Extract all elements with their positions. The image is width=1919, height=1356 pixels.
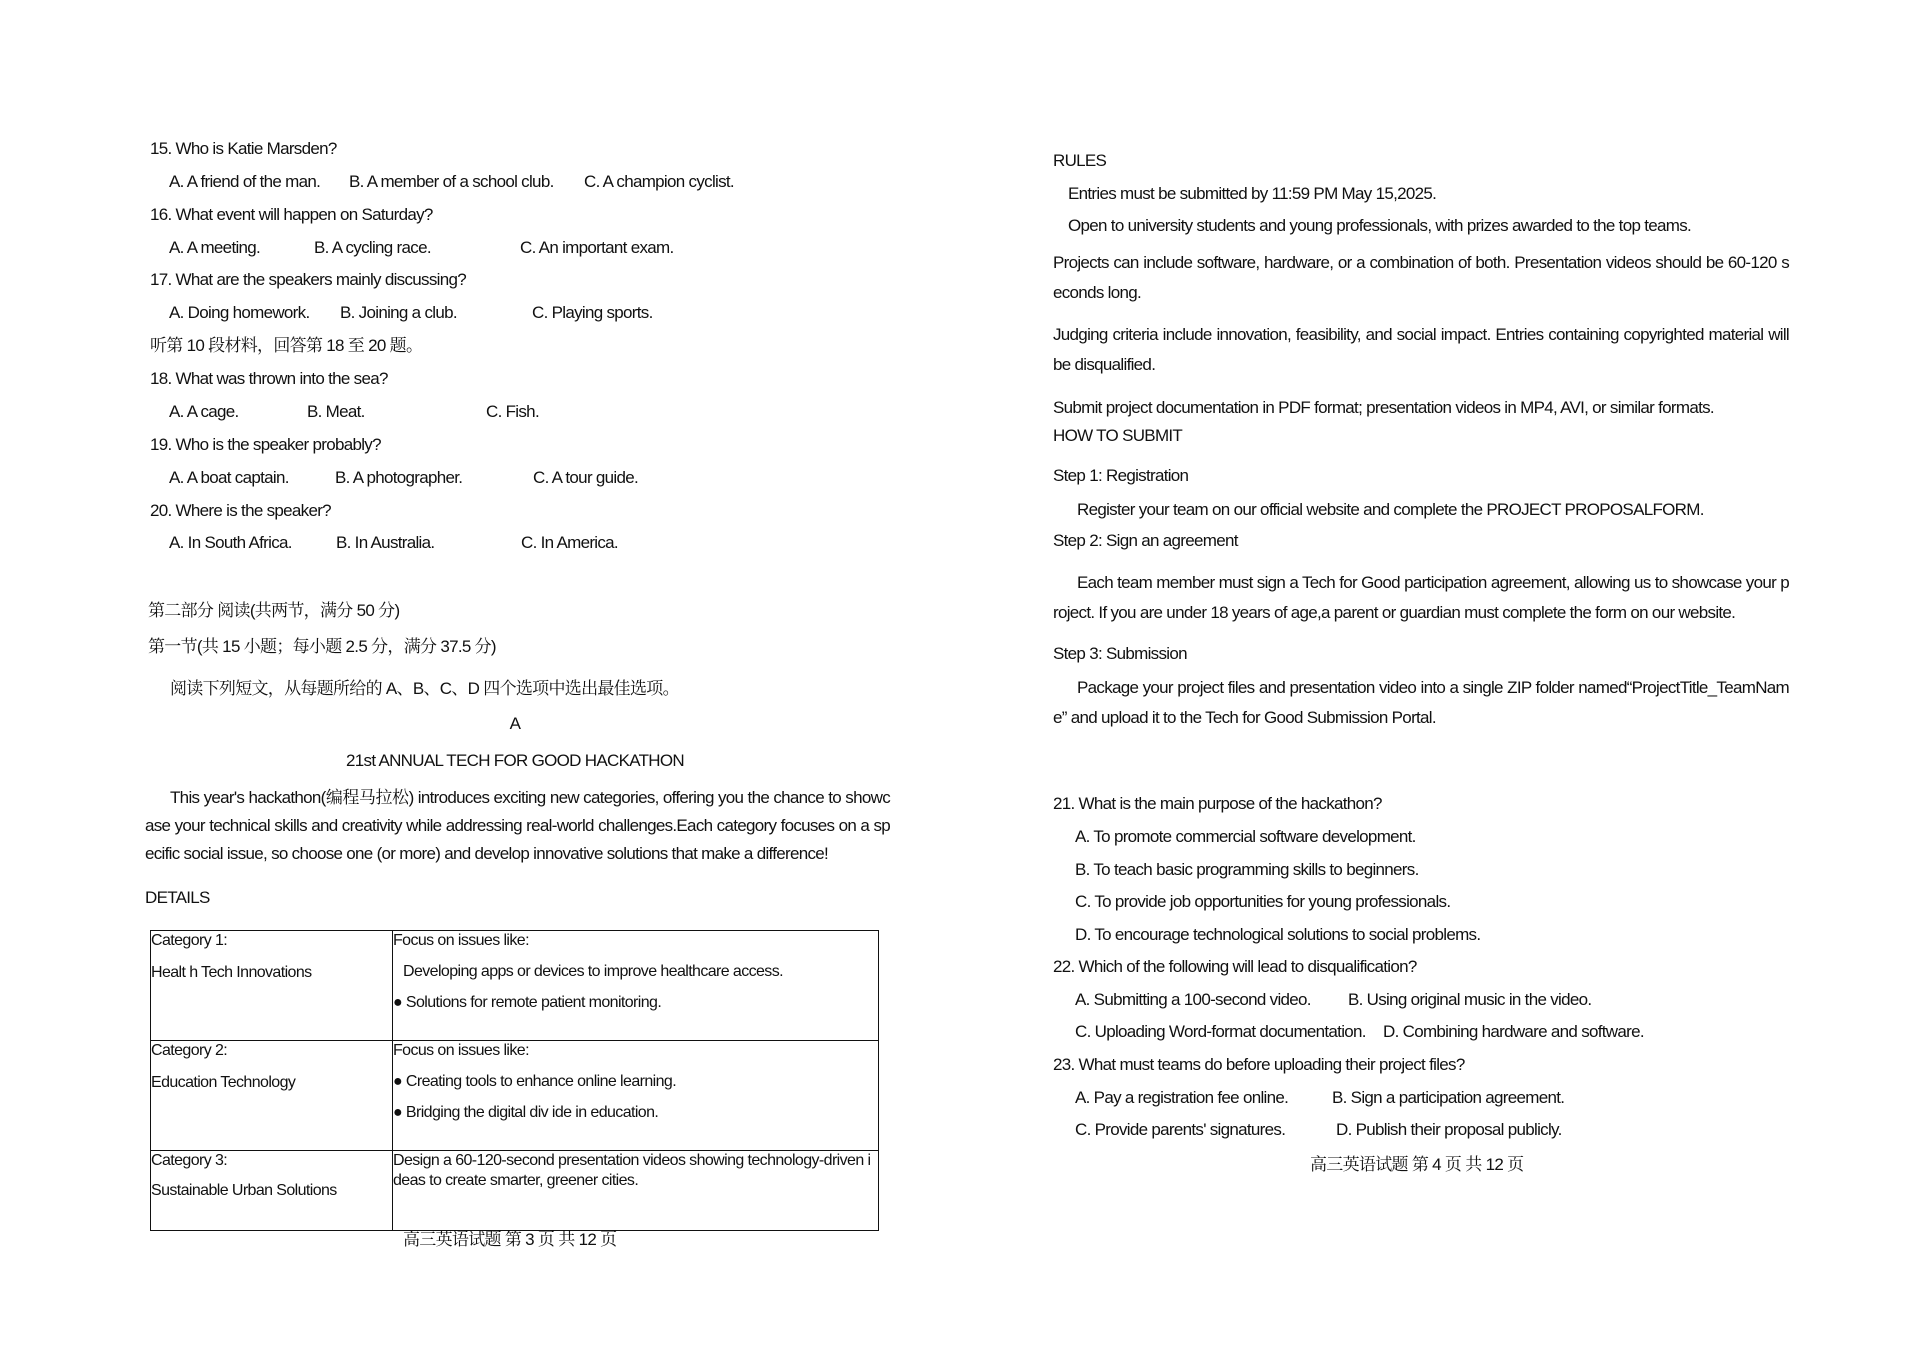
left-page-footer: 高三英语试题 第 3 页 共 12 页 <box>403 1230 617 1249</box>
passage-letter: A <box>509 714 521 733</box>
step-3-text: Package your project files and presentation video into a single ZIP folder named“ProjectTitle_TeamName” and upload it to the Tech for Good Submission Portal. <box>1053 678 1789 727</box>
question-19-option-c: C. A tour guide. <box>533 468 639 487</box>
category-2-name: Education Technology <box>151 1074 296 1091</box>
question-22-option-b: B. Using original music in the video. <box>1348 990 1592 1009</box>
question-20-option-a: A. In South Africa. <box>169 533 292 552</box>
question-17-option-a: A. Doing homework. <box>169 303 310 322</box>
question-21-option-c: C. To provide job opportunities for young professionals. <box>1075 892 1451 911</box>
part2-heading: 第二部分 阅读(共两节，满分 50 分) <box>148 601 400 620</box>
rule-3: Projects can include software, hardware, or a combination of both. Presentation videos should be 60-120 seconds long. <box>1053 253 1789 302</box>
category-3-label: Category 3: <box>151 1152 228 1169</box>
question-19-option-a: A. A boat captain. <box>169 468 289 487</box>
step-1-text: Register your team on our official website and complete the PROJECT PROPOSALFORM. <box>1077 500 1704 519</box>
how-to-submit-heading: HOW TO SUBMIT <box>1053 426 1183 445</box>
question-21-stem: 21. What is the main purpose of the hackathon? <box>1053 794 1382 813</box>
category-1-bullet-2: ● Solutions for remote patient monitoring. <box>393 993 878 1013</box>
details-heading: DETAILS <box>145 888 210 907</box>
category-1-bullet-1: Developing apps or devices to improve healthcare access. <box>403 963 783 980</box>
question-20-option-b: B. In Australia. <box>336 533 435 552</box>
question-16-stem: 16. What event will happen on Saturday? <box>150 205 433 224</box>
question-23-option-a: A. Pay a registration fee online. <box>1075 1088 1289 1107</box>
category-2-details <box>393 1041 879 1151</box>
question-20-option-c: C. In America. <box>521 533 618 552</box>
section1-heading: 第一节(共 15 小题；每小题 2.5 分，满分 37.5 分) <box>148 637 496 656</box>
category-2-focus-label: Focus on issues like: <box>393 1042 529 1059</box>
question-21-option-a: A. To promote commercial software development. <box>1075 827 1416 846</box>
step-3-title: Step 3: Submission <box>1053 644 1187 663</box>
question-19-option-b: B. A photographer. <box>335 468 463 487</box>
right-page-footer: 高三英语试题 第 4 页 共 12 页 <box>1310 1155 1524 1174</box>
category-2-bullet-1: ● Creating tools to enhance online learning. <box>393 1072 878 1092</box>
rule-1: Entries must be submitted by 11:59 PM May 15,2025. <box>1068 184 1437 203</box>
category-1-cell <box>151 931 393 1041</box>
intro-paragraph: This year's hackathon(编程马拉松) introduces exciting new categories, offering you the chance to showcase your technical skills and creativity while addressing real-world challenges.Each category focuses on a specific social issue, so choose one (or more) and develop innovative solutions that make a difference! <box>145 788 890 863</box>
question-17-option-c: C. Playing sports. <box>532 303 653 322</box>
question-15-option-c: C. A champion cyclist. <box>584 172 734 191</box>
category-1-focus-label: Focus on issues like: <box>393 932 529 949</box>
question-16-option-c: C. An important exam. <box>520 238 674 257</box>
category-row-1 <box>151 931 879 1041</box>
question-22-stem: 22. Which of the following will lead to disqualification? <box>1053 957 1417 976</box>
step-2-title: Step 2: Sign an agreement <box>1053 531 1238 550</box>
question-18-option-a: A. A cage. <box>169 402 239 421</box>
question-18-option-b: B. Meat. <box>307 402 365 421</box>
question-22-option-c: C. Uploading Word-format documentation. <box>1075 1022 1366 1041</box>
category-row-3 <box>151 1151 879 1231</box>
question-22-option-d: D. Combining hardware and software. <box>1383 1022 1644 1041</box>
question-23-option-b: B. Sign a participation agreement. <box>1332 1088 1565 1107</box>
category-3-cell <box>151 1151 393 1231</box>
question-17-option-b: B. Joining a club. <box>340 303 457 322</box>
category-1-label: Category 1: <box>151 932 228 949</box>
question-23-stem: 23. What must teams do before uploading their project files? <box>1053 1055 1465 1074</box>
category-2-bullet-2: ● Bridging the digital div ide in education. <box>393 1103 878 1123</box>
question-15-stem: 15. Who is Katie Marsden? <box>150 139 337 158</box>
question-23-option-c: C. Provide parents' signatures. <box>1075 1120 1286 1139</box>
question-15-option-a: A. A friend of the man. <box>169 172 321 191</box>
step-1-title: Step 1: Registration <box>1053 466 1189 485</box>
rule-2: Open to university students and young professionals, with prizes awarded to the top teams. <box>1068 216 1692 235</box>
category-2-label: Category 2: <box>151 1042 228 1059</box>
category-2-cell <box>151 1041 393 1151</box>
category-row-2 <box>151 1041 879 1151</box>
passage-title: 21st ANNUAL TECH FOR GOOD HACKATHON <box>346 751 684 770</box>
rules-heading: RULES <box>1053 151 1107 170</box>
rule-5: Submit project documentation in PDF format; presentation videos in MP4, AVI, or similar formats. <box>1053 398 1714 417</box>
category-1-details <box>393 931 879 1041</box>
question-18-option-c: C. Fish. <box>486 402 539 421</box>
question-16-option-b: B. A cycling race. <box>314 238 431 257</box>
listening-instruction: 听第 10 段材料，回答第 18 至 20 题。 <box>150 336 423 355</box>
question-17-stem: 17. What are the speakers mainly discussing? <box>150 270 466 289</box>
question-20-stem: 20. Where is the speaker? <box>150 501 331 520</box>
question-15-option-b: B. A member of a school club. <box>349 172 554 191</box>
category-3-name: Sustainable Urban Solutions <box>151 1182 337 1199</box>
question-21-option-b: B. To teach basic programming skills to beginners. <box>1075 860 1419 879</box>
question-16-option-a: A. A meeting. <box>169 238 261 257</box>
rule-4: Judging criteria include innovation, feasibility, and social impact. Entries containing copyrighted material will be disqualified. <box>1053 325 1789 374</box>
question-22-option-a: A. Submitting a 100-second video. <box>1075 990 1311 1009</box>
question-23-option-d: D. Publish their proposal publicly. <box>1336 1120 1562 1139</box>
step-2-text: Each team member must sign a Tech for Good participation agreement, allowing us to showcase your project. If you are under 18 years of age,a parent or guardian must complete the form on our website. <box>1053 573 1789 622</box>
question-18-stem: 18. What was thrown into the sea? <box>150 369 388 388</box>
question-21-option-d: D. To encourage technological solutions to social problems. <box>1075 925 1481 944</box>
category-1-name: Healt h Tech Innovations <box>151 964 312 981</box>
category-3-description: Design a 60-120-second presentation videos showing technology-driven ideas to create smarter, greener cities. <box>393 1151 879 1231</box>
reading-instruction: 阅读下列短文，从每题所给的 A、B、C、D 四个选项中选出最佳选项。 <box>170 679 679 698</box>
question-19-stem: 19. Who is the speaker probably? <box>150 435 381 454</box>
categories-table <box>150 930 879 1231</box>
